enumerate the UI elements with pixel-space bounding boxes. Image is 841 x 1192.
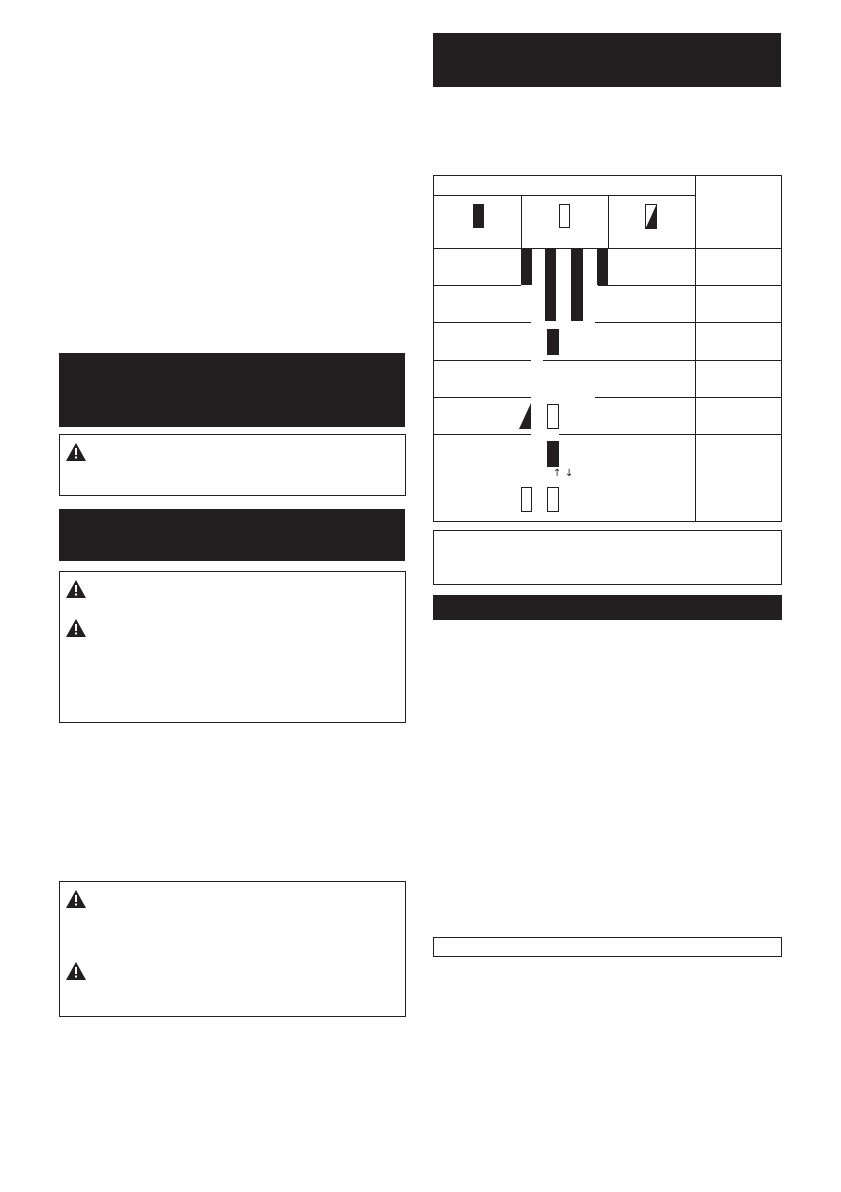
indicator-lamp <box>547 329 559 355</box>
table-row-line <box>433 285 521 286</box>
indicator-lamp <box>547 441 559 467</box>
warning-box-2 <box>59 571 406 723</box>
battery-empty-icon <box>547 487 559 512</box>
table-line <box>608 195 609 248</box>
section-header-left-2 <box>59 509 405 561</box>
table-row-line <box>433 322 531 323</box>
battery-empty-icon <box>559 204 570 228</box>
table-row-line <box>595 397 782 398</box>
indicator-table <box>433 175 782 522</box>
warning-box-3 <box>59 881 406 1017</box>
battery-empty-icon <box>521 487 532 512</box>
table-line <box>433 195 695 196</box>
table-line <box>695 175 696 522</box>
battery-partial-icon <box>519 403 531 429</box>
table-row-line <box>433 434 531 435</box>
indicator-lamp <box>571 248 583 321</box>
battery-full-icon <box>473 204 484 228</box>
table-row-line <box>595 360 782 361</box>
table-row-line <box>433 397 531 398</box>
sub-header-bar <box>433 595 782 620</box>
section-header-left-1 <box>59 353 405 427</box>
table-row-line <box>595 322 782 323</box>
warning-triangle-icon <box>66 443 86 461</box>
warning-triangle-icon <box>66 580 86 598</box>
arrow-down-icon: ↓ <box>565 468 574 479</box>
table-row-line <box>598 285 782 286</box>
warning-box-1 <box>59 434 406 496</box>
warning-triangle-icon <box>66 890 86 908</box>
warning-triangle-icon <box>66 619 86 637</box>
arrow-up-icon: ↑ <box>553 468 562 479</box>
indicator-lamp <box>521 248 532 285</box>
indicator-lamp <box>597 248 608 285</box>
note-box <box>433 530 782 585</box>
table-row-line <box>433 360 531 361</box>
indicator-lamp <box>545 248 556 321</box>
table-line <box>521 195 522 248</box>
battery-partial-icon <box>645 204 657 229</box>
bottom-box <box>433 937 782 957</box>
table-row-line <box>543 360 595 361</box>
table-row-line <box>559 434 782 435</box>
battery-empty-icon <box>547 404 559 429</box>
section-header-right <box>433 33 781 87</box>
warning-triangle-icon <box>66 962 86 980</box>
